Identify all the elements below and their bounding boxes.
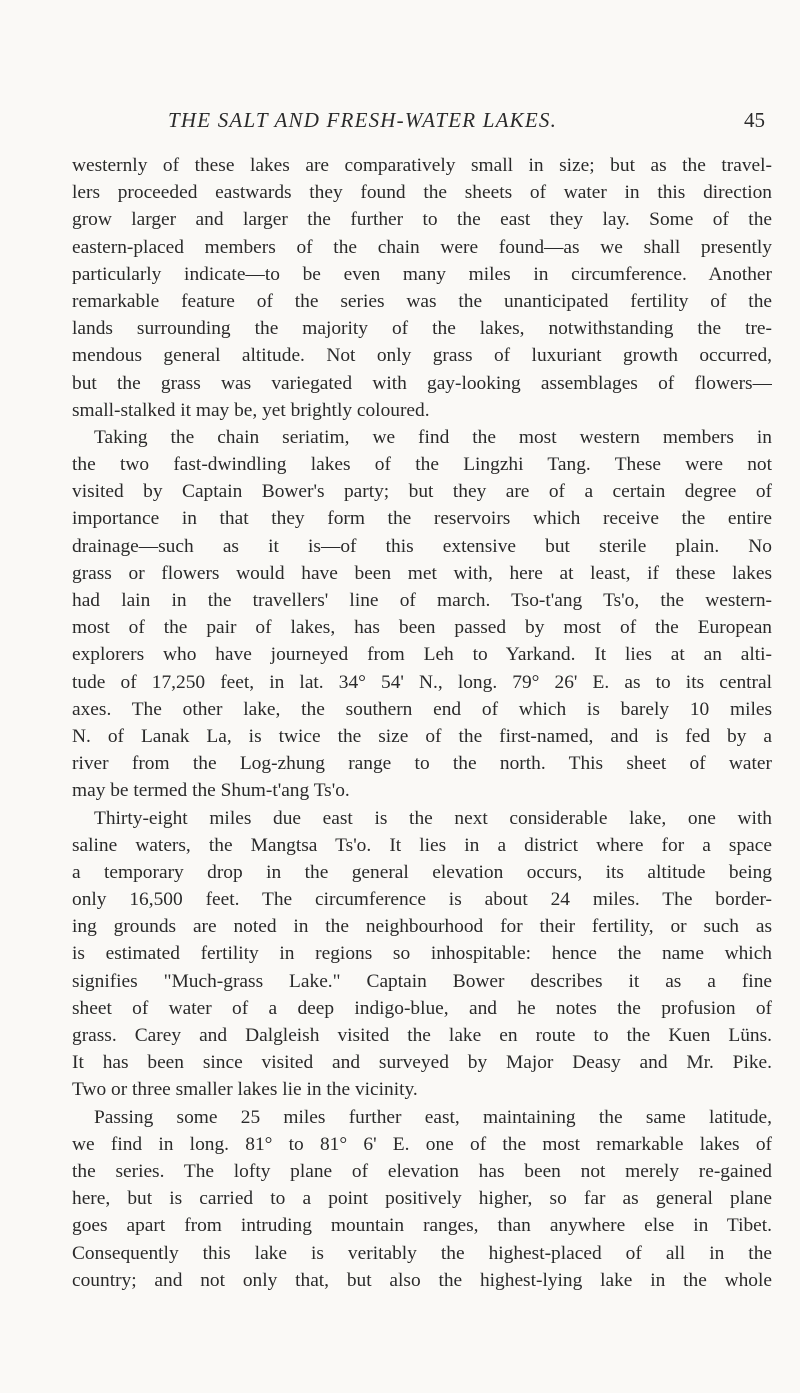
text-line: had lain in the travellers' line of march. Tso-t'ang Ts'o, the western-	[72, 590, 772, 611]
text-line: remarkable feature of the series was the unanticipated fertility of the	[72, 290, 772, 312]
text-line: here, but is carried to a point positively higher, so far as general plane	[72, 1188, 772, 1210]
text-line: visited by Captain Bower's party; but they are of a certain degree of	[72, 481, 772, 503]
text-line: grass. Carey and Dalgleish visited the lake en route to the Kuen Lüns.	[72, 1025, 772, 1046]
text-line: Thirty-eight miles due east is the next considerable lake, one with	[94, 807, 772, 829]
text-line: may be termed the Shum-t'ang Ts'o.	[72, 780, 350, 802]
text-line: the series. The lofty plane of elevation has been not merely re-gained	[72, 1160, 772, 1182]
running-header	[70, 108, 775, 138]
text-line: lers proceeded eastwards they found the sheets of water in this direction	[72, 182, 772, 204]
text-line: explorers who have journeyed from Leh to Yarkand. It lies at an alti-	[72, 644, 772, 666]
text-line: we find in long. 81° to 81° 6' E. one of the most remarkable lakes of	[72, 1133, 772, 1155]
text-line: most of the pair of lakes, has been passed by most of the European	[72, 617, 772, 639]
text-line: small-stalked it may be, yet brightly coloured.	[72, 399, 430, 421]
text-line: importance in that they form the reservoirs which receive the entire	[72, 508, 772, 530]
text-line: sheet of water of a deep indigo-blue, and he notes the profusion of	[72, 997, 772, 1019]
text-line: country; and not only that, but also the highest-lying lake in the whole	[72, 1269, 772, 1291]
text-line: It has been since visited and surveyed by Major Deasy and Mr. Pike.	[72, 1052, 772, 1074]
text-line: river from the Log-zhung range to the north. This sheet of water	[72, 753, 772, 775]
text-line: goes apart from intruding mountain ranges, than anywhere else in Tibet.	[72, 1215, 772, 1237]
text-line: grass or flowers would have been met with, here at least, if these lakes	[72, 562, 772, 584]
text-line: signifies "Much-grass Lake." Captain Bower describes it as a fine	[72, 970, 772, 992]
text-line: grow larger and larger the further to the east they lay. Some of the	[72, 209, 772, 231]
text-line: the two fast-dwindling lakes of the Lingzhi Tang. These were not	[72, 454, 772, 476]
text-line: Consequently this lake is veritably the highest-placed of all in the	[72, 1242, 772, 1264]
text-line: particularly indicate—to be even many miles in circumference. Another	[72, 263, 772, 285]
text-line: drainage—such as it is—of this extensive but sterile plain. No	[72, 535, 772, 557]
text-line: eastern-placed members of the chain were found—as we shall presently	[72, 236, 772, 258]
page-number: 45	[744, 108, 765, 132]
text-line: Two or three smaller lakes lie in the vicinity.	[72, 1079, 418, 1101]
text-line: mendous general altitude. Not only grass of luxuriant growth occurred,	[72, 345, 772, 367]
running-title: THE SALT AND FRESH-WATER LAKES.	[168, 108, 558, 132]
text-line: Taking the chain seriatim, we find the most western members in	[94, 426, 772, 448]
text-line: but the grass was variegated with gay-looking assemblages of flowers—	[72, 372, 772, 394]
text-line: saline waters, the Mangtsa Ts'o. It lies in a district where for a space	[72, 834, 772, 856]
text-line: axes. The other lake, the southern end of which is barely 10 miles	[72, 698, 772, 720]
text-line: is estimated fertility in regions so inhospitable: hence the name which	[72, 943, 772, 965]
text-line: lands surrounding the majority of the lakes, notwithstanding the tre-	[72, 318, 772, 340]
text-line: only 16,500 feet. The circumference is about 24 miles. The border-	[72, 889, 772, 911]
body-text	[72, 152, 772, 1294]
text-line: ing grounds are noted in the neighbourhood for their fertility, or such as	[72, 916, 772, 938]
text-line: Passing some 25 miles further east, maintaining the same latitude,	[94, 1106, 772, 1128]
text-line: N. of Lanak La, is twice the size of the first-named, and is fed by a	[72, 725, 772, 747]
text-line: a temporary drop in the general elevation occurs, its altitude being	[72, 861, 772, 883]
text-line: westernly of these lakes are comparatively small in size; but as the travel-	[72, 155, 772, 176]
text-line: tude of 17,250 feet, in lat. 34° 54' N., long. 79° 26' E. as to its central	[72, 671, 772, 693]
